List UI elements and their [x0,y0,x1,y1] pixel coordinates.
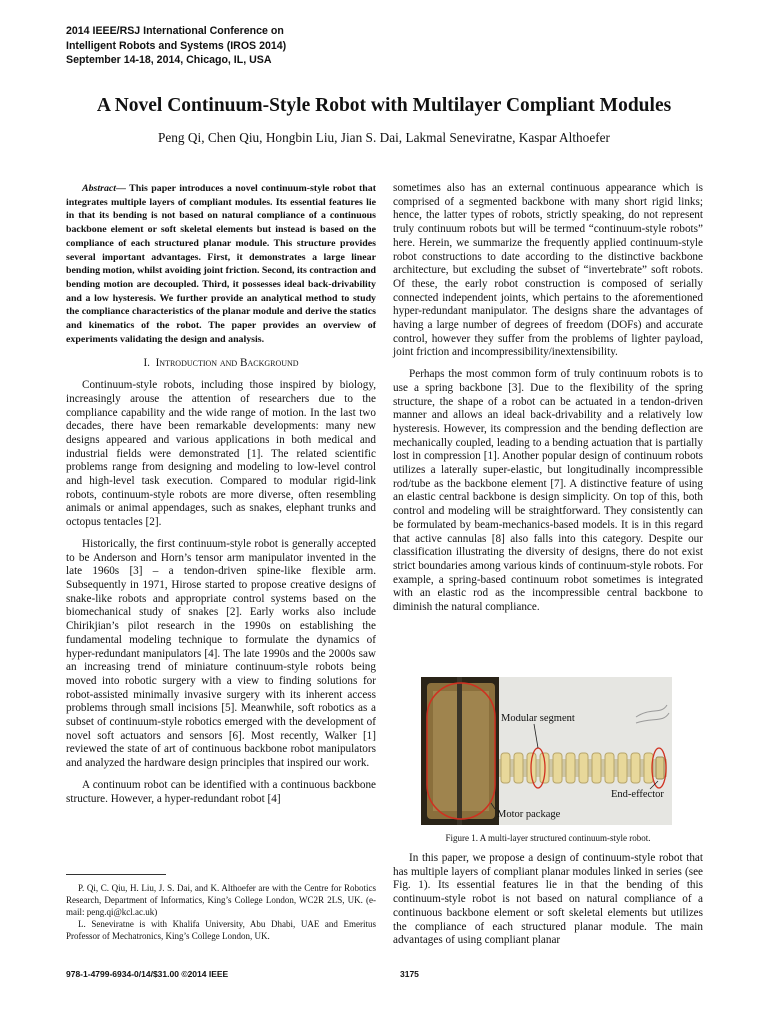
paragraph: A continuum robot can be identified with a continuous backbone structure. However, a hyper-redundant robot [4] [66,778,376,805]
right-column-continued [393,852,703,948]
footnote-divider [66,874,166,875]
paragraph: In this paper, we propose a design of continuum-style robot that has multiple layers of compliant planar modules linked in series (see Fig. 1). Its essential features lie in that the bending of this continuum-style robot is not based on natural compliance of a continuous backbone element or soft skeletal elements but utilizes the compliance of each structured planar module. The main advantages of using compliant planar [393,852,703,947]
left-column [66,182,376,806]
paragraph: Continuum-style robots, including those inspired by biology, increasingly arouse the attention of researchers due to the compliance capability and the wide range of motion. In the last two decades, there have been remarkable developments: many new designs appeared and various applications in both medical and industrial fields were demonstrated [1]. The related scientific problems range from designing and modeling to low-level control and high-level task execution. Compared to modular rigid-link robots, continuum-style robots are more diverse, often resembling animals or animal appendages, such as snakes, elephant trunks and octopus tentacles [2]. [66,379,376,529]
footnote: P. Qi, C. Qiu, H. Liu, J. S. Dai, and K. Althoefer are with the Centre for Robotics Research, Department of Informatics, King’s College London, WC2R 2LS, UK. (e-mail: peng.qi@kcl.ac.uk) [66,883,376,917]
footnote: L. Seneviratne is with Khalifa University, Abu Dhabi, UAE and Emeritus Professor of Mechatronics, King’s College London, UK. [66,919,376,941]
abstract-dash: — [116,183,130,194]
paragraph: Perhaps the most common form of truly continuum robots is to use a spring backbone [3]. Due to the flexibility of the spring structure, the shape of a robot can be actuated in a tendon-driven manner and allows an ideal back-drivability and a relatively low hysteresis. However, its compression and the bending deflection are mechanically coupled, leading to a bending actuation that is partially lost in compression [1]. Another popular design of continuum robots utilizes a laterally super-elastic, but longitudinally incompressible rod/tube as the backbone element [7]. A distinctive feature of using an elastic central backbone is design simplicity. On top of this, both control and modeling will be straightforward. They consistently can be formulated by beam-mechanics-based models. It is in this regard that active cannulas [8] also falls into this category. Despite our classification illustrating the diversity of designs, there do not exist strict boundaries among various kinds of continuum-style robots. For example, a spring-based continuum robot sometimes is integrated with an elastic rod as the incompressible central backbone to diminish the natural compliance. [393,368,703,614]
conference-header [66,24,466,68]
paper-title: A Novel Continuum-Style Robot with Multilayer Compliant Modules [96,95,672,116]
paragraph: sometimes also has an external continuous appearance which is comprised of a segmented backbone with many short rigid links; hence, the latter types of robots, strictly speaking, do not represent truly continuum robots but will be termed “continuum-style robots” here. Herein, we summarize the frequently applied continuum-style robot constructions to date according to the distinctive backbone architecture, but excluding the subset of “invertebrate” soft robots. Of these, the early robot construction is composed of serially connected independent joints, which pertains to the aforementioned hyper-redundant manipulator. The designs share the advantages of having a large number of degrees of freedom (DOFs) and accurate control, however they suffer from the problems of lighter payload, joint friction and incompressibility/inextensibility. [393,182,703,359]
copyright-footer: 978-1-4799-6934-0/14/$31.00 ©2014 IEEE [66,969,229,979]
section-title: Introduction and Background [155,357,299,370]
footnotes [66,882,376,942]
conference-line-2: Intelligent Robots and Systems (IROS 2014) [66,39,287,52]
figure-robot-photo [421,677,672,825]
page-number: 3175 [400,969,419,979]
right-column [393,182,703,615]
section-heading [66,357,376,371]
figure-label-modular-segment: Modular segment [501,713,575,724]
paragraph: Historically, the first continuum-style robot is generally accepted to be Anderson and Horn’s tensor arm manipulator invented in the late 1960s [3] – a tendon-driven spine-like flexible arm. Subsequently in 1971, Hirose started to propose creative designs of snake-like robots and appropriate control systems based on the biomechanical study of snakes [2]. Early works also include Chirikjian’s pilot research in the 1990s on establishing the fundamental modeling technique to formulate the dynamics of hyper-redundant manipulators [4]. The late 1990s and the 2000s saw an increasing trend of miniature continuum-style robots being moved into robotic surgery with a view to finding solutions for robot-assisted minimally invasive surgery with its inherent access problems through small incisions [5]. Meanwhile, soft robotics as a subset of continuum-style robotics emerged with the development of novel soft actuators and sensors [6]. Most recently, Walker [1] reviewed the state of art of continuous backbone robot manipulators and analyzed the hardware design principles that inspired our work. [66,537,376,770]
figure-label-end-effector: End-effector [611,789,664,800]
conference-line-3: September 14-18, 2014, Chicago, IL, USA [66,54,272,66]
figure-caption: Figure 1. A multi-layer structured continuum-style robot. [445,833,651,843]
abstract-text: This paper introduces a novel continuum-style robot that integrates multiple layers of compliant modules. Its essential features lie in that its bending is not based on natural compliance of a continuous backbone element or soft skeletal elements but instead is based on the compliance of each structured planar module. This structure provides several important advantages. First, it demonstrates a large linear bending motion, whilst avoiding joint friction. Second, its contraction and bending motion are decoupled. Third, it possesses ideal back-drivability and a low hysteresis. We further provide an analytical method to study the compliance characteristics of the planar module and derive the statics and kinematics of the robot. The paper provides an overview of experiments validating the design and analysis. [66,183,376,345]
conference-line-1: 2014 IEEE/RSJ International Conference on [66,25,284,37]
section-number: I. [143,357,150,370]
abstract-lead: Abstract [82,183,117,194]
figure-label-motor-package: Motor package [497,809,561,820]
abstract [66,182,376,346]
author-list: Peng Qi, Chen Qiu, Hongbin Liu, Jian S. Dai, Lakmal Seneviratne, Kaspar Althoefer [157,130,610,145]
